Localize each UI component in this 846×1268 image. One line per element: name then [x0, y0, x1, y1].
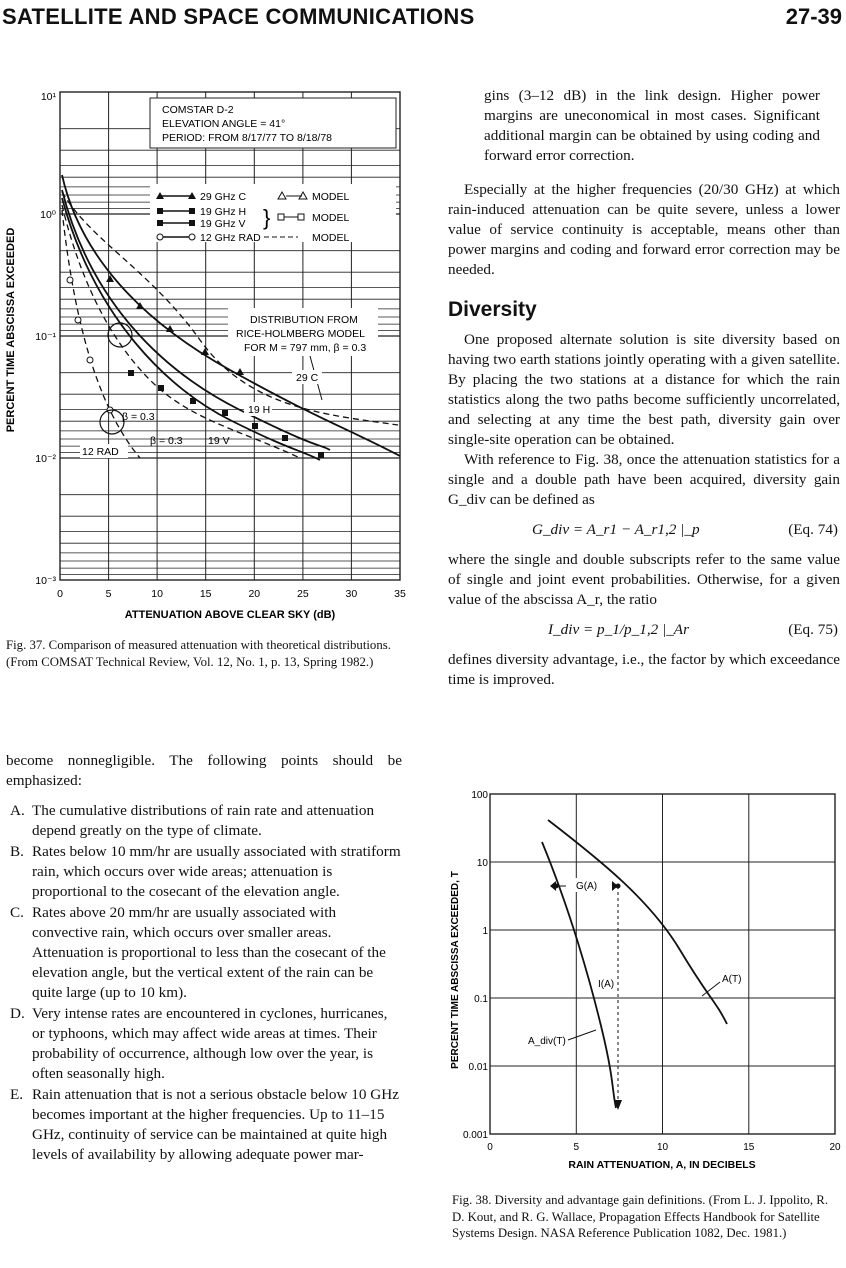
- running-title: SATELLITE AND SPACE COMMUNICATIONS: [2, 4, 475, 29]
- fig38-xtick-15: 15: [743, 1142, 755, 1153]
- page-header: [0, 4, 846, 34]
- right-column-text: [448, 86, 840, 690]
- fig38-grid: [490, 794, 835, 1134]
- eq75-number: (Eq. 75): [788, 621, 838, 638]
- legend-12ghz-label: 12 GHz RAD: [200, 232, 261, 244]
- list-item: B. Rates below 10 mm/hr are usually associated with stratiform rain, which occurs over wide areas; attenuation is proportional to the cosecant of the elevation angle.: [10, 843, 401, 900]
- fig38-xtick-10: 10: [656, 1142, 669, 1153]
- fig38-xlabel: RAIN ATTENUATION, A, IN DECIBELS: [568, 1159, 756, 1171]
- legend-19ghz-model: MODEL: [312, 212, 350, 224]
- fig37-box-line-1: COMSTAR D-2: [162, 104, 234, 116]
- fig37-annot-beta-1: β = 0.3: [122, 411, 155, 423]
- fig38-curves: [542, 820, 727, 1108]
- curve-at: [548, 820, 727, 1024]
- fig37-xtick-5: 5: [105, 588, 112, 600]
- right-p2: Especially at the higher frequencies (20/30 GHz) at which rain-induced attenuation can be quite severe, unless a lower value of service continuity is acceptable, means other than power margins and coding and forward error correction may be needed.: [448, 181, 840, 278]
- fig38-ylabel: PERCENT TIME ABSCISSA EXCEEDED, T: [450, 871, 461, 1069]
- fig38-ytick-0-1: 0.1: [474, 994, 488, 1005]
- fig37-xtick-15: 15: [199, 588, 212, 600]
- right-p4: With reference to Fig. 38, once the attenuation statistics for a single and a double path have been acquired, diversity gain G_div can be defined as: [448, 451, 840, 508]
- fig37-xtick-30: 30: [345, 588, 358, 600]
- fig37-caption: Fig. 37. Comparison of measured attenuation with theoretical distributions. (From COMSAT Technical Review, Vol. 12, No. 1, p. 13, Spring 1982.): [6, 638, 391, 669]
- fig37-xlabel: ATTENUATION ABOVE CLEAR SKY (dB): [124, 609, 336, 621]
- right-p3: One proposed alternate solution is site diversity based on having two earth stations jointly operating with a given satellite. By placing the two stations at a distance for which the rain statistics along the two paths become sufficiently uncorrelated, and selecting at any time the best path, diversity gain over single-site operation can be obtained.: [448, 331, 840, 448]
- legend-19ghz-h-label: 19 GHz H: [200, 206, 247, 218]
- right-p5: where the single and double subscripts refer to the same value of single and joint event probabilities. Otherwise, for a given value of the abscissa A_r, the ratio: [448, 551, 840, 608]
- fig37-box-line-2: ELEVATION ANGLE = 41°: [162, 118, 286, 130]
- fig37-annot-19v: 19 V: [208, 435, 230, 447]
- fig37-xtick-25: 25: [297, 588, 309, 600]
- eq74-number: (Eq. 74): [788, 521, 838, 538]
- right-p6: defines diversity advantage, i.e., the factor by which exceedance time is improved.: [448, 651, 840, 688]
- page-number: 27-39: [785, 4, 842, 29]
- fig38-ytick-0-001: 0.001: [462, 1130, 488, 1141]
- figure-37: [0, 80, 420, 625]
- svg-text:}: }: [263, 205, 271, 230]
- fig37-xtick-10: 10: [151, 588, 163, 600]
- legend-29ghz-label: 29 GHz C: [200, 191, 247, 203]
- eq74-formula: G_div = A_r1 − A_r1,2 |_p: [532, 521, 700, 538]
- fig37-dist-line-2: RICE-HOLMBERG MODEL: [236, 328, 365, 340]
- fig37-y-ticks: [35, 91, 57, 587]
- equation-74: [448, 516, 840, 544]
- left-column-text: [6, 751, 402, 1166]
- section-heading-diversity: Diversity: [448, 298, 537, 321]
- fig38-label-i: I(A): [598, 979, 615, 990]
- left-intro: become nonnegligible. The following points should be emphasized:: [6, 752, 402, 789]
- fig38-ytick-10: 10: [476, 858, 488, 869]
- fig38-ytick-0-01: 0.01: [468, 1062, 488, 1073]
- fig38-xtick-20: 20: [829, 1142, 841, 1153]
- list-item: E. Rain attenuation that is not a serious obstacle below 10 GHz becomes important at the higher frequencies. Up to 11–15 GHz, continuity of service can be maintained at quite high levels of availability by allowing adequate power mar-: [10, 1086, 399, 1163]
- fig37-xtick-0: 0: [57, 588, 63, 600]
- fig38-label-adiv: A_div(T): [528, 1036, 566, 1047]
- fig37-ytick-10-m2: 10⁻²: [35, 453, 56, 465]
- fig38-xtick-5: 5: [573, 1142, 580, 1153]
- fig37-ytick-10-m1: 10⁻¹: [35, 331, 56, 343]
- fig38-xtick-0: 0: [487, 1142, 493, 1153]
- fig37-ytick-10-1: 10¹: [40, 91, 56, 103]
- legend-29ghz-model: MODEL: [312, 191, 350, 203]
- fig37-xtick-20: 20: [248, 588, 261, 600]
- legend-19ghz-v-label: 19 GHz V: [200, 218, 246, 230]
- fig38-x-ticks: [487, 1142, 841, 1153]
- fig37-dist-line-3: FOR M = 797 mm, β = 0.3: [244, 342, 367, 354]
- right-p1: gins (3–12 dB) in the link design. Higher power margins are uneconomical in most cases. Significant additional margin can be obtained by using coding and forward error correction.: [484, 87, 820, 164]
- fig37-ytick-10-m3: 10⁻³: [35, 575, 56, 587]
- fig37-xtick-35: 35: [394, 588, 406, 600]
- equation-75: [448, 616, 840, 644]
- list-item: A. The cumulative distributions of rain rate and attenuation depend greatly on the type of climate.: [10, 802, 375, 839]
- fig37-legend-bg: [150, 184, 396, 242]
- fig38-ytick-100: 100: [471, 790, 488, 801]
- eq75-formula: I_div = p_1/p_1,2 |_Ar: [548, 621, 689, 638]
- fig37-box-line-3: PERIOD: FROM 8/17/77 TO 8/18/78: [162, 132, 333, 144]
- fig38-y-ticks: [463, 790, 488, 1141]
- legend-12ghz-model: MODEL: [312, 232, 350, 244]
- fig37-dist-line-1: DISTRIBUTION FROM: [250, 314, 358, 326]
- fig38-caption: Fig. 38. Diversity and advantage gain definitions. (From L. J. Ippolito, R. D. Kout, and R. G. Wallace, Propagation Effects Handbook for Satellite Systems Design. NASA Reference Publication 1082, Dec. 1981.): [452, 1193, 829, 1240]
- fig38-ytick-1: 1: [482, 926, 488, 937]
- fig37-annot-29c: 29 C: [296, 372, 319, 384]
- fig37-ylabel: PERCENT TIME ABSCISSA EXCEEDED: [5, 227, 17, 433]
- emphasis-list: [6, 801, 402, 1165]
- fig38-label-at: A(T): [722, 974, 742, 985]
- fig37-x-ticks: [57, 588, 406, 600]
- fig38-label-g: G(A): [576, 881, 598, 892]
- fig37-annot-beta-2: β = 0.3: [150, 435, 183, 447]
- list-item: D. Very intense rates are encountered in cyclones, hurricanes, or typhoons, which may affect wide areas at times. Their probability of occurrence, although low over the year, is often seasonally high.: [10, 1005, 388, 1082]
- fig37-annot-19h: 19 H: [248, 404, 271, 416]
- fig37-ytick-10-0: 10⁰: [40, 209, 56, 221]
- figure-38: [440, 790, 846, 1180]
- fig37-annot-12rad: 12 RAD: [82, 446, 119, 458]
- list-item: C. Rates above 20 mm/hr are usually associated with convective rain, which occurs over smaller areas. Attenuation is proportional to less than the cosecant of the elevation angle, but the vertical extent of the rain can be quite large (up to 10 km).: [10, 904, 386, 1001]
